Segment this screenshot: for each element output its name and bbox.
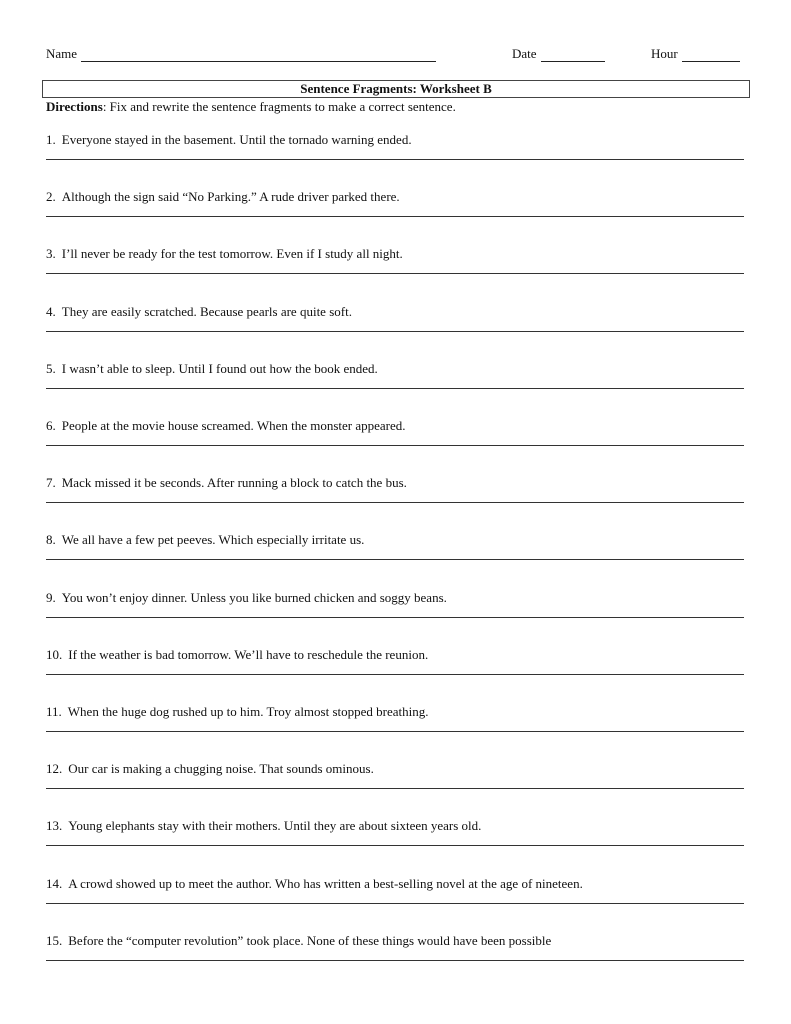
question-text [46,590,447,606]
question-text [46,418,406,434]
hour-label: Hour [651,46,678,61]
question-number: 6. [46,418,56,433]
name-blank[interactable] [81,48,436,62]
question-text [46,532,364,548]
answer-line[interactable] [46,159,744,160]
question-item [46,647,746,687]
hour-blank[interactable] [682,48,740,62]
question-number: 9. [46,589,56,605]
name-field [46,46,436,62]
answer-line[interactable] [46,674,744,675]
question-number: 1. [46,132,56,147]
question-sentence: They are easily scratched. Because pearls are quite soft. [61,303,352,319]
question-number: 14. [46,875,63,891]
question-text [46,818,481,834]
question-text [46,647,428,663]
question-text [46,475,407,491]
question-item [46,590,746,630]
question-sentence: Although the sign said “No Parking.” A rude driver parked there. [61,189,400,205]
date-blank[interactable] [541,48,605,62]
question-sentence: We all have a few pet peeves. Which especially irritate us. [61,532,365,548]
worksheet-header [46,46,746,66]
question-sentence: Mack missed it be seconds. After running a block to catch the bus. [61,475,407,491]
date-field [512,46,605,62]
question-item [46,761,746,801]
question-sentence: When the huge dog rushed up to him. Troy almost stopped breathing. [67,704,429,719]
question-item [46,876,746,916]
answer-line[interactable] [46,617,744,618]
question-sentence: Everyone stayed in the basement. Until the tornado warning ended. [61,132,412,147]
question-number: 13. [46,818,63,834]
question-sentence: A crowd showed up to meet the author. Who has written a best-selling novel at the age of nineteen. [68,875,583,891]
question-item [46,246,746,286]
question-sentence: People at the movie house screamed. When the monster appeared. [61,418,406,433]
question-number: 4. [46,303,56,319]
answer-line[interactable] [46,445,744,446]
answer-line[interactable] [46,331,744,332]
question-text [46,876,583,892]
question-item [46,189,746,229]
question-sentence: I’ll never be ready for the test tomorrow. Even if I study all night. [61,246,403,262]
question-sentence: If the weather is bad tomorrow. We’ll have to reschedule the reunion. [68,646,429,662]
answer-line[interactable] [46,273,744,274]
hour-field [651,46,740,62]
question-item [46,818,746,858]
question-number: 5. [46,360,56,376]
question-item [46,933,746,973]
question-sentence: Young elephants stay with their mothers. Until they are about sixteen years old. [68,818,482,834]
question-text [46,704,429,720]
answer-line[interactable] [46,903,744,904]
question-sentence: You won’t enjoy dinner. Unless you like burned chicken and soggy beans. [61,589,447,605]
question-text [46,189,400,205]
answer-line[interactable] [46,788,744,789]
question-number: 11. [46,704,62,719]
directions-label: Directions [46,99,103,114]
question-item [46,132,746,172]
directions-text: : Fix and rewrite the sentence fragments to make a correct sentence. [102,99,456,114]
question-item [46,304,746,344]
question-text [46,304,352,320]
question-text [46,361,378,377]
question-text [46,246,403,262]
question-number: 12. [46,761,63,777]
question-item [46,361,746,401]
question-text [46,933,551,949]
question-sentence: Our car is making a chugging noise. That sounds ominous. [68,761,374,777]
answer-line[interactable] [46,731,744,732]
answer-line[interactable] [46,559,744,560]
question-sentence: Before the “computer revolution” took place. None of these things would have been possible [68,932,552,948]
question-number: 7. [46,475,56,491]
question-text [46,132,412,148]
directions [46,99,456,115]
question-number: 2. [46,189,56,205]
question-item [46,475,746,515]
worksheet-title: Sentence Fragments: Worksheet B [42,80,750,98]
question-number: 8. [46,532,56,548]
answer-line[interactable] [46,845,744,846]
question-number: 15. [46,932,63,948]
question-number: 3. [46,246,56,262]
answer-line[interactable] [46,502,744,503]
question-number: 10. [46,646,63,662]
question-item [46,532,746,572]
date-label: Date [512,46,537,61]
question-item [46,704,746,744]
answer-line[interactable] [46,388,744,389]
name-label: Name [46,46,78,61]
question-item [46,418,746,458]
answer-line[interactable] [46,216,744,217]
question-sentence: I wasn’t able to sleep. Until I found out how the book ended. [61,360,378,376]
question-text [46,761,374,777]
answer-line[interactable] [46,960,744,961]
